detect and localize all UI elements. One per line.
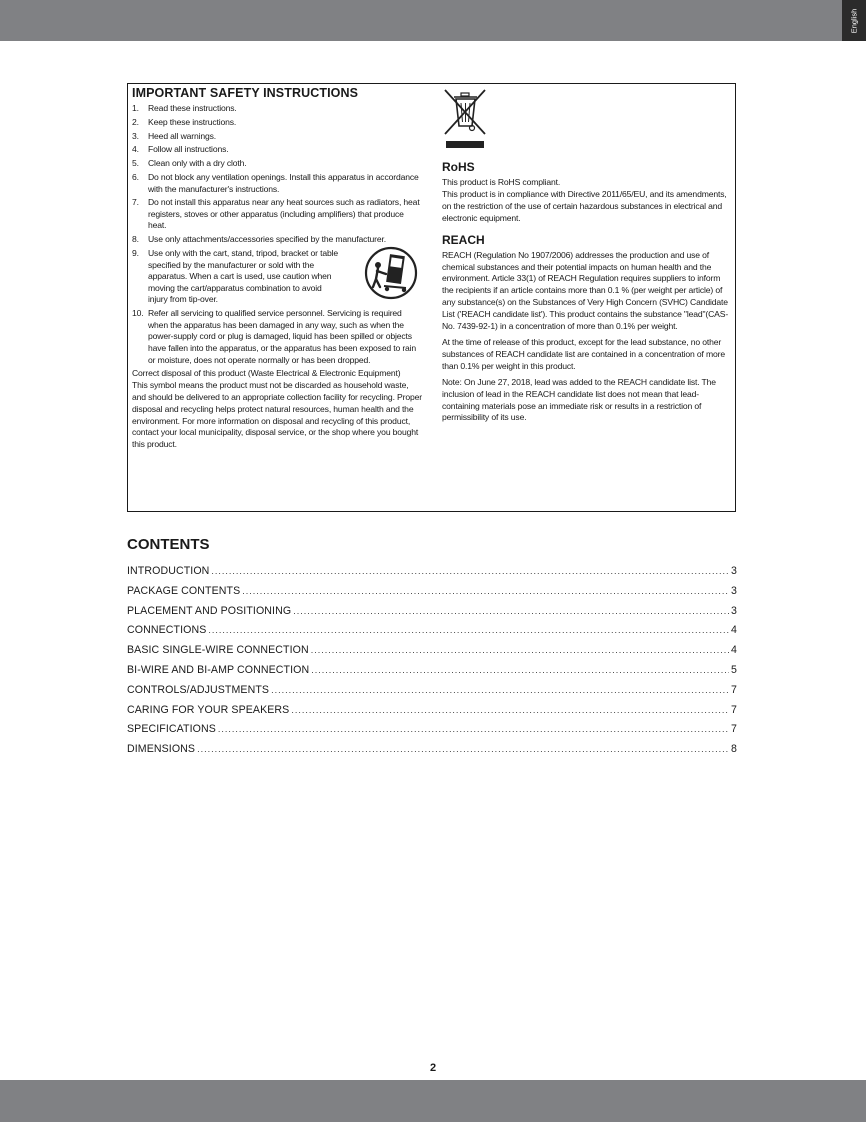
- footer-bar: [0, 1080, 866, 1122]
- rohs-line-1: This product is RoHS compliant.: [442, 177, 561, 187]
- disposal-section: [132, 368, 422, 451]
- list-item: 10. Refer all servicing to qualified service personnel. Servicing is required when the apparatus has been damaged in any way, such as when the power-supply cord or plug is damaged, liquid has been spilled or objects have fallen into the apparatus, or the apparatus has been exposed to rain or moisture, does not operate normally or has been dropped.: [132, 308, 417, 365]
- safety-title: IMPORTANT SAFETY INSTRUCTIONS: [132, 86, 359, 100]
- toc-entry[interactable]: CONTROLS/ADJUSTMENTS ..... 7: [127, 684, 737, 704]
- reach-title: REACH: [442, 232, 485, 247]
- language-tab-label: English: [849, 8, 859, 33]
- toc-entry[interactable]: DIMENSIONS ..... 8: [127, 743, 737, 763]
- list-item: 8. Use only attachments/accessories specified by the manufacturer.: [132, 234, 386, 245]
- toc-entry[interactable]: BI-WIRE AND BI-AMP CONNECTION ..... 5: [127, 664, 737, 684]
- reach-paragraph-1: REACH (Regulation No 1907/2006) addresses the production and use of chemical substances and their potential impacts on human health and the environment. Article 33(1) of REACH Regulation requires suppliers to inform the recipients if an article contains more than 0.1 % (per weight per article) of any substance(s) on the Substances of Very High Concern (SVHC) Candidate List ('REACH candidate list'). This product contains the substance "lead"(CAS-No. 7439-92-1) in a concentration of more than 0.1% per weight.: [442, 249, 729, 332]
- contents-title: CONTENTS: [127, 536, 210, 553]
- list-item: 5. Clean only with a dry cloth.: [132, 158, 247, 169]
- safety-column: [132, 86, 422, 451]
- language-tab[interactable]: [842, 0, 866, 41]
- list-item: 9. Use only with the cart, stand, tripod, bracket or table specified by the manufacturer or sold with the apparatus. When a cart is used, use caution when moving the cart/apparatus combination to avoid injury from tip-over.: [132, 248, 422, 306]
- cart-tipover-warning-icon: [364, 246, 418, 300]
- disposal-text: This symbol means the product must not be discarded as household waste, and should be delivered to an appropriate collection facility for recycling. Proper disposal and recycling helps protect natural resources, human health and the environment. For more information on disposal and recycling of this product, contact your local municipality, disposal service, or the shop where you bought this product.: [132, 380, 422, 450]
- toc-entry[interactable]: INTRODUCTION ..... 3: [127, 565, 737, 585]
- toc-entry[interactable]: SPECIFICATIONS ..... 7: [127, 723, 737, 743]
- reach-paragraph-2: At the time of release of this product, except for the lead substance, no other substances of REACH candidate list are contained in a concentration of more than 0.1% per weight in this product.: [442, 336, 726, 371]
- weee-crossed-bin-icon: [442, 88, 488, 150]
- toc-entry[interactable]: CARING FOR YOUR SPEAKERS ..... 7: [127, 704, 737, 724]
- header-bar: [0, 0, 866, 41]
- toc-entry[interactable]: PLACEMENT AND POSITIONING ..... 3: [127, 605, 737, 625]
- table-of-contents: [127, 565, 737, 763]
- reach-paragraph-3: Note: On June 27, 2018, lead was added to the REACH candidate list. The inclusion of lead in the REACH candidate list does not mean that lead-containing materials pose an immediate risk or results in a restriction of permissibility of its use.: [442, 376, 716, 423]
- list-item: 6. Do not block any ventilation openings. Install this apparatus in accordance with the manufacturer's instructions.: [132, 171, 419, 194]
- toc-entry[interactable]: PACKAGE CONTENTS ..... 3: [127, 585, 737, 605]
- safety-instructions-list: [132, 103, 422, 366]
- page-number: 2: [429, 1062, 437, 1074]
- toc-entry[interactable]: CONNECTIONS ..... 4: [127, 624, 737, 644]
- list-item: 3. Heed all warnings.: [132, 130, 216, 141]
- list-item: 1. Read these instructions.: [132, 103, 237, 113]
- list-item: 2. Keep these instructions.: [132, 116, 237, 127]
- disposal-heading: Correct disposal of this product (Waste Electrical & Electronic Equipment): [132, 368, 401, 379]
- list-item: 7. Do not install this apparatus near any heat sources such as radiators, heat registers, stoves or other apparatus (including amplifiers) that produce heat.: [132, 197, 420, 231]
- rohs-line-2: This product is in compliance with Directive 2011/65/EU, and its amendments, on the restriction of the use of certain hazardous substances in electrical and electronic equipment.: [442, 188, 727, 223]
- compliance-column: [442, 88, 732, 428]
- list-item: 4. Follow all instructions.: [132, 144, 229, 155]
- safety-box: [127, 83, 736, 512]
- rohs-title: RoHS: [442, 160, 475, 174]
- toc-entry[interactable]: BASIC SINGLE-WIRE CONNECTION ..... 4: [127, 644, 737, 664]
